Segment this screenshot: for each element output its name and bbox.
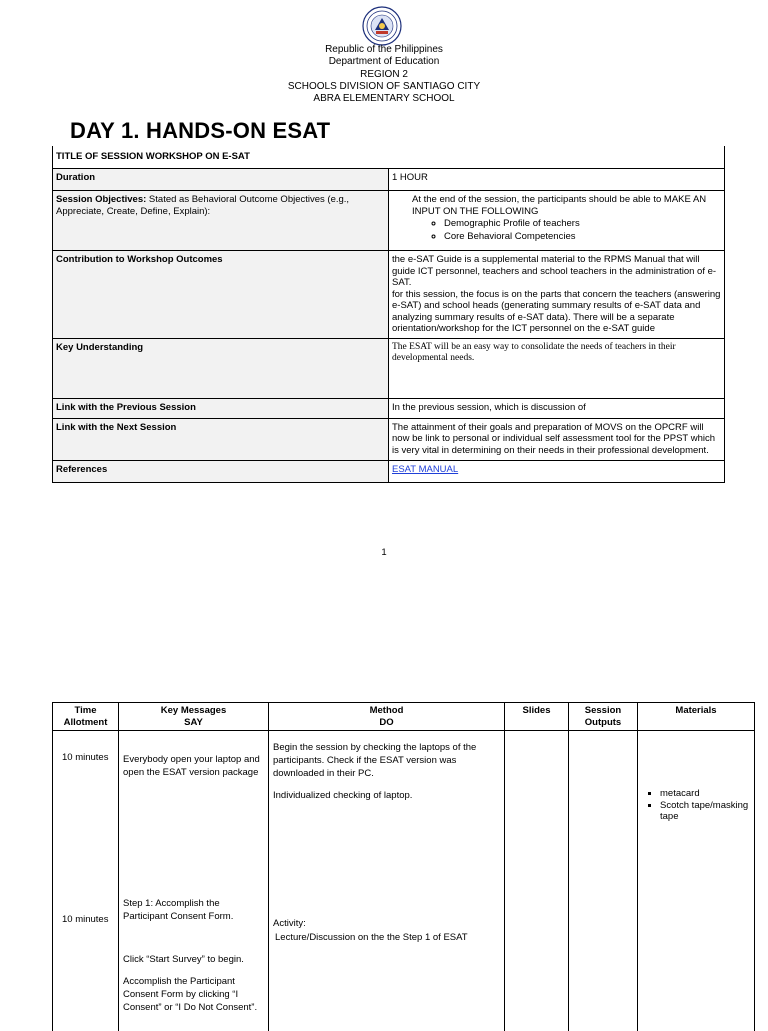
references-row xyxy=(53,460,725,482)
next-session-row xyxy=(53,418,725,460)
say-message-2c: Accomplish the Participant Consent Form by clicking “I Consent” or “I Do Not Consent”. xyxy=(123,975,267,1014)
header-division: SCHOOLS DIVISION OF SANTIAGO CITY xyxy=(0,81,768,93)
header-outputs-line1: Session xyxy=(585,705,621,716)
references-label: References xyxy=(53,460,389,482)
method-text-2b: Lecture/Discussion on the the Step 1 of ESAT xyxy=(275,931,501,944)
contribution-value-cell xyxy=(389,251,725,339)
key-understanding-row xyxy=(53,338,725,398)
key-understanding-value: The ESAT will be an easy way to consolidate the needs of teachers in their developmental needs. xyxy=(389,338,725,398)
objective-item: ◦ Demographic Profile of teachers xyxy=(444,218,721,230)
objectives-intro: At the end of the session, the participants should be able to MAKE AN INPUT ON THE FOLLOWING xyxy=(392,194,721,217)
header-method xyxy=(269,703,505,731)
header-republic: Republic of the Philippines xyxy=(0,44,768,56)
duration-label: Duration xyxy=(53,169,389,191)
time-allotment-2: 10 minutes xyxy=(62,913,108,926)
header-key-messages xyxy=(119,703,269,731)
say-cell xyxy=(119,731,269,1031)
header-school: ABRA ELEMENTARY SCHOOL xyxy=(0,93,768,105)
deped-seal-logo xyxy=(362,6,402,46)
materials-list xyxy=(642,788,750,823)
method-text-1a: Begin the session by checking the laptops of the participants. Check if the ESAT version was downloaded in their PC. xyxy=(273,741,499,780)
material-item: ▪ Scotch tape/masking tape xyxy=(660,800,750,823)
next-session-label: Link with the Next Session xyxy=(53,418,389,460)
objectives-label-cell xyxy=(53,191,389,251)
say-message-1: Everybody open your laptop and open the ESAT version package xyxy=(123,753,267,779)
header-region: REGION 2 xyxy=(0,69,768,81)
contribution-row xyxy=(53,251,725,339)
contribution-label: Contribution to Workshop Outcomes xyxy=(53,251,389,339)
esat-manual-link[interactable]: ESAT MANUAL xyxy=(392,464,458,475)
objectives-value-cell xyxy=(389,191,725,251)
letterhead xyxy=(0,44,768,105)
session-title-row xyxy=(53,146,725,169)
header-materials: Materials xyxy=(638,703,755,731)
duration-row xyxy=(53,169,725,191)
header-session-outputs xyxy=(569,703,638,731)
objectives-list xyxy=(392,218,721,242)
previous-session-label: Link with the Previous Session xyxy=(53,398,389,418)
key-understanding-label: Key Understanding xyxy=(53,338,389,398)
material-item: ▪ metacard xyxy=(660,788,750,800)
header-do-line2: DO xyxy=(379,717,393,728)
header-say-line2: SAY xyxy=(184,717,203,728)
objectives-label: Session Objectives: xyxy=(56,194,146,205)
materials-list-wrap xyxy=(642,788,750,823)
header-time-line1: Time xyxy=(74,705,96,716)
say-message-2b: Click “Start Survey” to begin. xyxy=(123,953,267,966)
plan-header-row xyxy=(53,703,755,731)
outputs-cell xyxy=(569,731,638,1031)
objectives-label-rest: Stated as Behavioral Outcome Objectives (e.g., Appreciate, Create, Define, Explain): xyxy=(56,194,349,217)
slides-cell xyxy=(505,731,569,1031)
method-text-1b: Individualized checking of laptop. xyxy=(273,789,499,802)
time-allotment-1: 10 minutes xyxy=(62,751,108,764)
header-time-allotment xyxy=(53,703,119,731)
session-info-table xyxy=(52,146,725,483)
method-cell xyxy=(269,731,505,1031)
session-plan-table xyxy=(52,702,755,1031)
references-value-cell xyxy=(389,460,725,482)
previous-session-row xyxy=(53,398,725,418)
contribution-paragraph-2: for this session, the focus is on the parts that concern the teachers (answering e-SAT) and school heads (generating summary results of e-SAT data and analyzing summary results of e-SAT data). There will be a separate orientation/workshop for the ICT personnel on the e-SAT guide xyxy=(392,289,721,335)
previous-session-value: In the previous session, which is discussion of xyxy=(389,398,725,418)
objectives-row xyxy=(53,191,725,251)
materials-cell xyxy=(638,731,755,1031)
header-time-line2: Allotment xyxy=(64,717,108,728)
header-say-line1: Key Messages xyxy=(161,705,226,716)
session-title-cell: TITLE OF SESSION WORKSHOP ON E-SAT xyxy=(53,146,725,169)
plan-body-row xyxy=(53,731,755,1031)
document-title: DAY 1. HANDS-ON ESAT xyxy=(70,118,330,144)
next-session-value: The attainment of their goals and preparation of MOVS on the OPCRF will now be link to personal or individual self assessment tool for the PPST which is very vital in determining on their needs in their professional development. xyxy=(389,418,725,460)
header-do-line1: Method xyxy=(370,705,404,716)
header-department: Department of Education xyxy=(0,56,768,68)
objective-item: ◦ Core Behavioral Competencies xyxy=(444,231,721,243)
contribution-paragraph-1: the e-SAT Guide is a supplemental material to the RPMS Manual that will guide ICT personnel, teachers and school teachers in the administration of e-SAT. xyxy=(392,254,721,289)
method-text-2a: Activity: xyxy=(273,917,499,930)
header-slides: Slides xyxy=(505,703,569,731)
page-number: 1 xyxy=(0,547,768,558)
header-outputs-line2: Outputs xyxy=(585,717,621,728)
duration-value: 1 HOUR xyxy=(389,169,725,191)
say-message-2a: Step 1: Accomplish the Participant Consent Form. xyxy=(123,897,267,923)
time-cell xyxy=(53,731,119,1031)
